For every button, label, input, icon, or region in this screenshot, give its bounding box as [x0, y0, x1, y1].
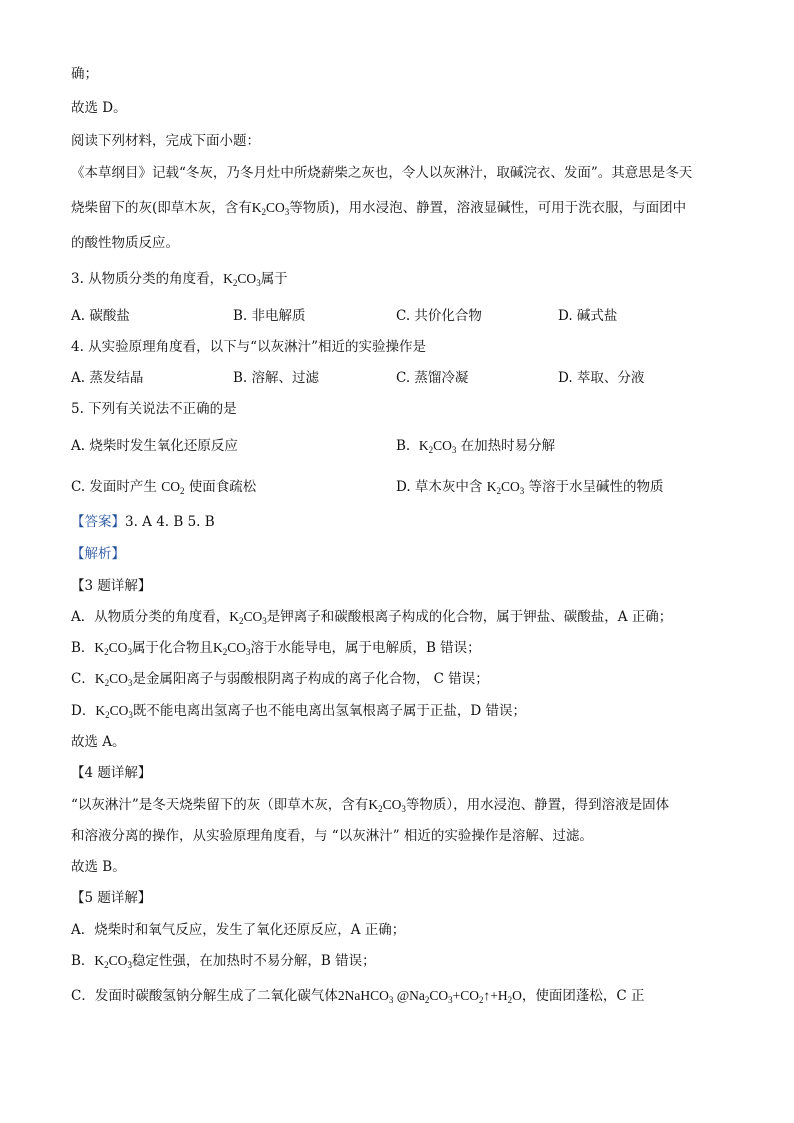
material-line: 《本草纲目》记载“冬灰，乃冬月灶中所烧薪柴之灰也，令人以灰淋汁，取碱浣衣、发面”。其意思是冬天 — [71, 165, 693, 181]
option-b: B. 非电解质 — [233, 308, 306, 324]
explanation-line: 和溶液分离的操作，从实验原理角度看，与 “以灰淋汁” 相近的实验操作是溶解、过滤。 — [71, 828, 593, 844]
material-line: 的酸性物质反应。 — [71, 235, 179, 251]
explanation-line: A．从物质分类的角度看，$K_2CO_3$是钾离子和碳酸根离子构成的化合物，属于钾盐、碳酸盐，A 正确； — [71, 609, 673, 626]
section-heading: 【3 题详解】 — [71, 578, 152, 594]
option-b: B. 溶解、过滤 — [233, 370, 320, 386]
option-a: A. 烧柴时发生氧化还原反应 — [71, 438, 238, 454]
option-d: D. 萃取、分液 — [558, 370, 645, 386]
option-a: A. 蒸发结晶 — [71, 370, 144, 386]
explanation-line: C．$K_2CO_3$是金属阳离子与弱酸根阴离子构成的离子化合物， C 错误； — [71, 671, 489, 688]
material-line: 烧柴留下的灰(即草木灰，含有$K_2CO_3$等物质)，用水浸泡、静置，溶液显碱性，可用于洗衣服，与面团中 — [71, 200, 687, 217]
explanation-line: B．$K_2CO_3$稳定性强，在加热时不易分解，B 错误； — [71, 953, 376, 970]
option-d: D. 草木灰中含 $K_2CO_3$ 等溶于水呈碱性的物质 — [396, 479, 664, 496]
question-3: 3. 从物质分类的角度看，$K_2CO_3$属于 — [71, 271, 288, 288]
option-c: C. 蒸馏冷凝 — [396, 370, 469, 386]
option-c: C. 发面时产生 $CO_2$ 使面食疏松 — [71, 479, 257, 496]
question-4: 4. 从实验原理角度看，以下与“以灰淋汁”相近的实验操作是 — [71, 339, 426, 355]
explanation-line: “以灰淋汁”是冬天烧柴留下的灰（即草木灰，含有$K_2CO_3$等物质），用水浸泡、静置，得到溶液是固体 — [71, 797, 670, 814]
text-line: 故选 D。 — [71, 100, 127, 116]
text-line: 故选 A。 — [71, 734, 126, 750]
text-line: 故选 B。 — [71, 859, 126, 875]
text-line: 确； — [71, 66, 98, 82]
option-a: A. 碳酸盐 — [71, 308, 130, 324]
explanation-line: A．烧柴时和氧气反应，发生了氧化还原反应，A 正确； — [71, 922, 406, 938]
section-heading: 【5 题详解】 — [71, 890, 152, 906]
option-d: D. 碱式盐 — [558, 308, 618, 324]
explanation-line: C．发面时碳酸氢钠分解生成了二氧化碳气体2NaHCO$_3$ $@Na_2CO_3+CO_2↑+H_2O$，使面团蓬松，C 正 — [71, 988, 645, 1005]
explanation-line: D．$K_2CO_3$既不能电离出氢离子也不能电离出氢氧根离子属于正盐，D 错误； — [71, 703, 526, 720]
option-b: B. $K_2CO_3$ 在加热时易分解 — [396, 438, 556, 455]
option-c: C. 共价化合物 — [396, 308, 482, 324]
analysis-heading: 【解析】 — [71, 546, 125, 562]
explanation-line: B．$K_2CO_3$属于化合物且$K_2CO_3$溶于水能导电，属于电解质，B 错误； — [71, 640, 481, 657]
answer-line: 【答案】3. A 4. B 5. B — [71, 514, 215, 530]
question-5: 5. 下列有关说法不正确的是 — [71, 401, 237, 417]
text-line: 阅读下列材料，完成下面小题： — [71, 133, 260, 149]
section-heading: 【4 题详解】 — [71, 765, 152, 781]
